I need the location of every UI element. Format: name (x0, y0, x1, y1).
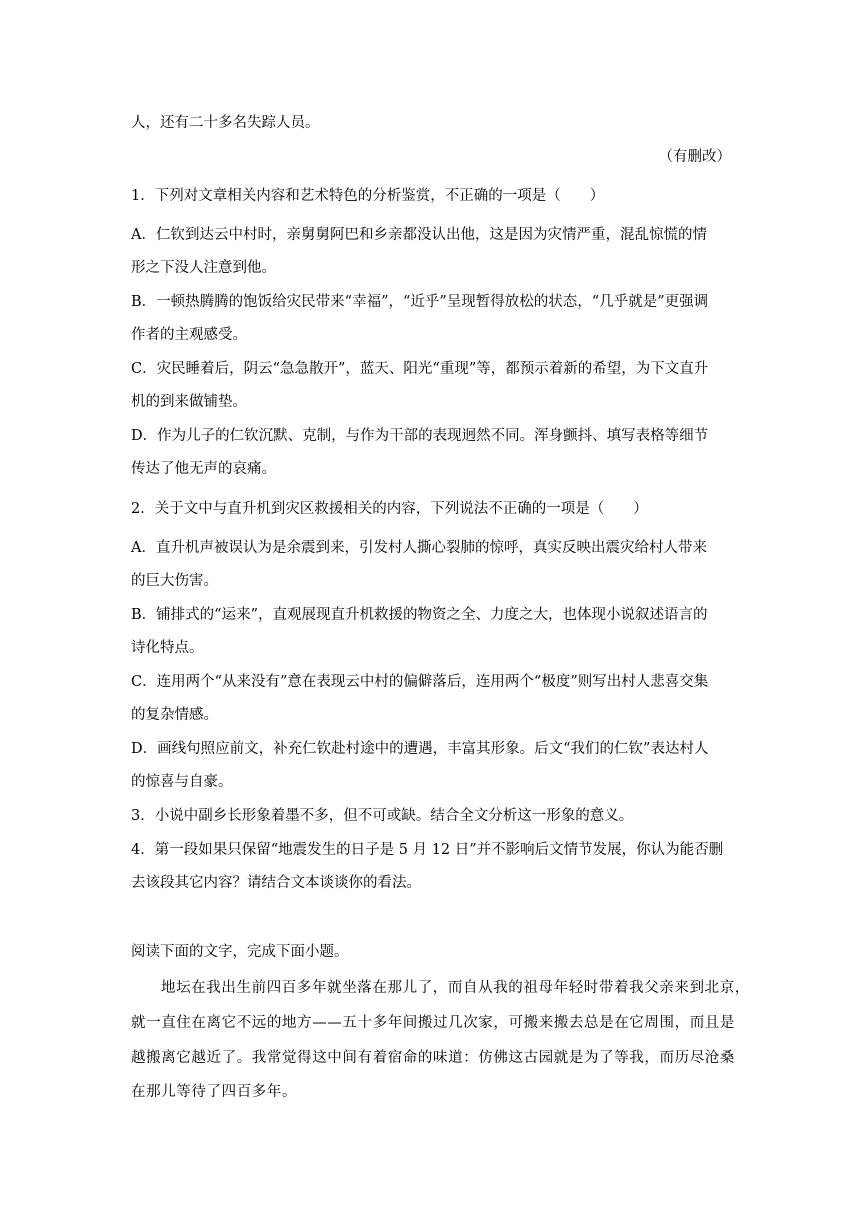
question-2-option-d-cont: 的惊喜与自豪。 (131, 774, 233, 790)
source-note: （有删改） (658, 149, 731, 165)
question-2-option-a-cont: 的巨大伤害。 (131, 573, 218, 589)
passage-paragraph-line-3: 越搬离它越近了。我常觉得这中间有着宿命的味道：仿佛这古园就是为了等我，而历尽沧桑 (131, 1050, 735, 1066)
question-2-option-c-cont: 的复杂情感。 (131, 707, 218, 723)
passage-paragraph-line-4: 在那儿等待了四百多年。 (131, 1084, 298, 1100)
passage-paragraph-line-1: 地坛在我出生前四百多年就坐落在那儿了，而自从我的祖母年轻时带着我父亲来到北京， (161, 980, 750, 996)
question-3: 3．小说中副乡长形象着墨不多，但不可或缺。结合全文分析这一形象的意义。 (131, 808, 634, 824)
question-2-option-a: A．直升机声被误认为是余震到来，引发村人撕心裂肺的惊呼，真实反映出震灾给村人带来 (131, 540, 707, 556)
question-4-cont: 去该段其它内容？请结合文本谈谈你的看法。 (131, 875, 421, 891)
question-1-option-b-cont: 作者的主观感受。 (131, 327, 247, 343)
question-1-option-d-cont: 传达了他无声的哀痛。 (131, 461, 276, 477)
passage-paragraph-line-2: 就一直住在离它不远的地方——五十多年间搬过几次家，可搬来搬去总是在它周围，而且是 (131, 1015, 735, 1031)
reading-instruction: 阅读下面的文字，完成下面小题。 (131, 944, 349, 960)
question-1-option-c-cont: 机的到来做铺垫。 (131, 394, 247, 410)
question-1-option-c: C．灾民睡着后，阴云“急急散开”，蓝天、阳光“重现”等，都预示着新的希望，为下文直升 (131, 361, 709, 377)
question-2-option-c: C．连用两个“从来没有”意在表现云中村的偏僻落后，连用两个“极度”则写出村人悲喜交集 (131, 674, 709, 690)
question-2-stem: 2．关于文中与直升机到灾区救援相关的内容，下列说法不正确的一项是（ ） (131, 501, 648, 517)
question-1-stem: 1．下列对文章相关内容和艺术特色的分析鉴赏，不正确的一项是（ ） (131, 188, 605, 204)
question-1-option-a: A．仁钦到达云中村时，亲舅舅阿巴和乡亲都没认出他，这是因为灾情严重，混乱惊慌的情 (131, 227, 707, 243)
question-2-option-b-cont: 诗化特点。 (131, 640, 204, 656)
question-1-option-a-cont: 形之下没人注意到他。 (131, 260, 276, 276)
question-1-option-b: B．一顿热腾腾的饱饭给灾民带来“幸福”，“近乎”呈现暂得放松的状态，“几乎就是”更强调 (131, 294, 709, 310)
question-2-option-d: D．画线句照应前文，补充仁钦赴村途中的遭遇，丰富其形象。后文“我们的仁钦”表达村人 (131, 741, 709, 757)
passage-last-line: 人，还有二十多名失踪人员。 (131, 115, 320, 131)
question-2-option-b: B．铺排式的“运来”，直观展现直升机救援的物资之全、力度之大，也体现小说叙述语言的 (131, 607, 708, 623)
question-1-option-d: D．作为儿子的仁钦沉默、克制，与作为干部的表现迥然不同。浑身颤抖、填写表格等细节 (131, 428, 709, 444)
question-4: 4．第一段如果只保留“地震发生的日子是 5 月 12 日”并不影响后文情节发展，你认为能否删 (131, 842, 724, 858)
